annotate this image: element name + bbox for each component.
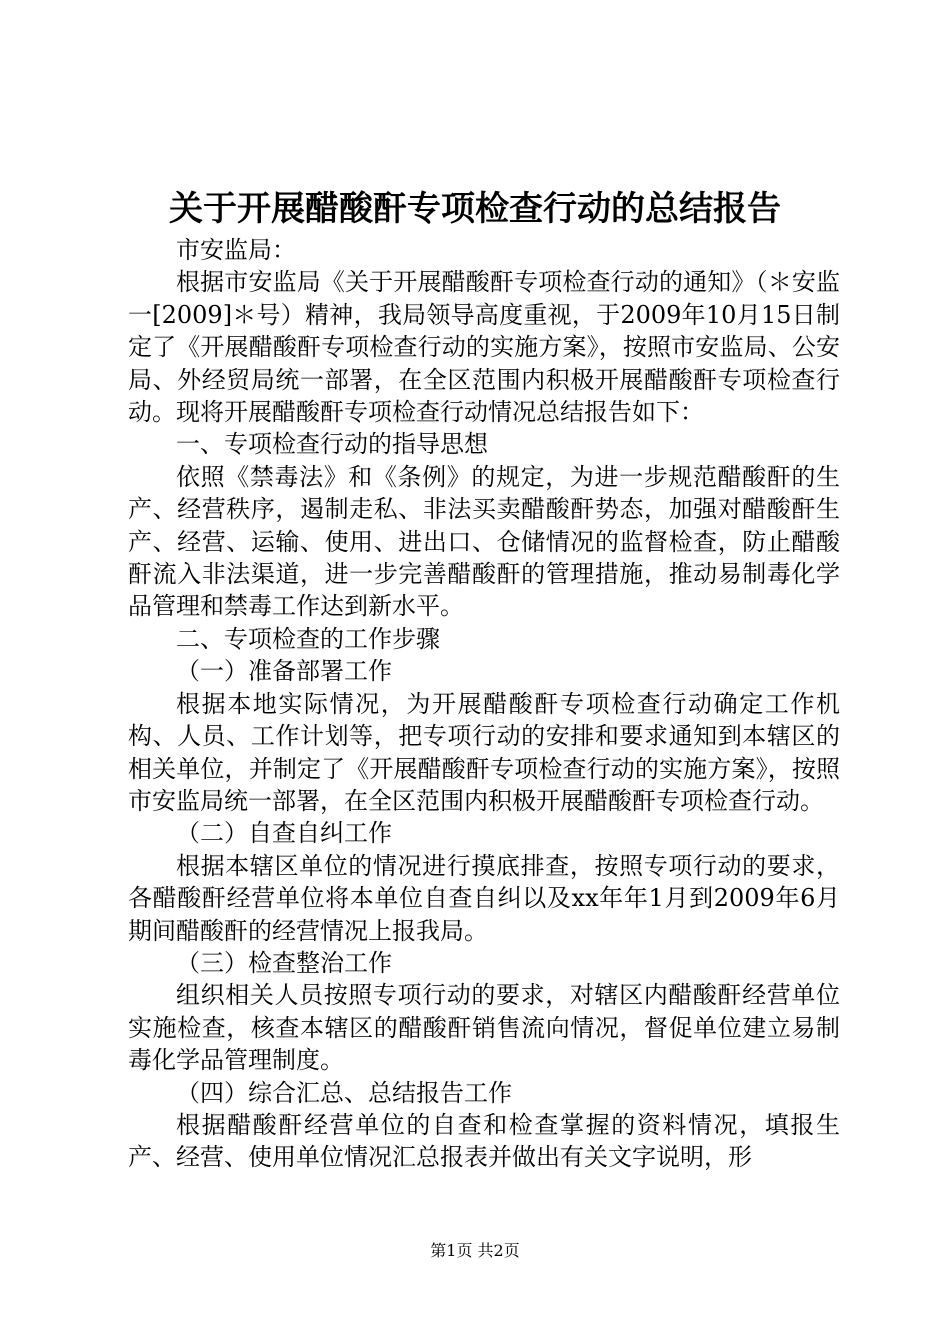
- document-title: 关于开展醋酸酐专项检查行动的总结报告: [169, 189, 781, 229]
- subsection-3-paragraph: 组织相关人员按照专项行动的要求，对辖区内醋酸酐经营单位实施检查，核查本辖区的醋酸酐销售流向情况，督促单位建立易制毒化学品管理制度。: [128, 981, 840, 1075]
- subsection-heading-4: （四）综合汇总、总结报告工作: [176, 1078, 512, 1107]
- subsection-heading-2: （二）自查自纠工作: [176, 819, 392, 848]
- salutation: 市安监局：: [176, 236, 296, 264]
- section-heading-1: 一、专项检查行动的指导思想: [176, 430, 488, 459]
- page-footer: 第1页 共2页: [430, 1241, 520, 1260]
- subsection-4-paragraph: 根据醋酸酐经营单位的自查和检查掌握的资料情况，填报生产、经营、使用单位情况汇总报表并做出有关文字说明，形: [128, 1110, 840, 1172]
- subsection-heading-3: （三）检查整治工作: [176, 948, 392, 977]
- section-heading-2: 二、专项检查的工作步骤: [176, 624, 440, 653]
- subsection-1-paragraph: 根据本地实际情况，为开展醋酸酐专项检查行动确定工作机构、人员、工作计划等，把专项行动的安排和要求通知到本辖区的相关单位，并制定了《开展醋酸酐专项检查行动的实施方案》，按照市安监局统一部署，在全区范围内积极开展醋酸酐专项检查行动。: [128, 689, 840, 815]
- document-body: [128, 234, 840, 1174]
- subsection-heading-1: （一）准备部署工作: [176, 657, 392, 686]
- section-1-paragraph: 依照《禁毒法》和《条例》的规定，为进一步规范醋酸酐的生产、经营秩序，遏制走私、非法买卖醋酸酐势态，加强对醋酸酐生产、经营、运输、使用、进出口、仓储情况的监督检查，防止醋酸酐流入非法渠道，进一步完善醋酸酐的管理措施，推动易制毒化学品管理和禁毒工作达到新水平。: [128, 462, 840, 621]
- subsection-2-paragraph: 根据本辖区单位的情况进行摸底排查，按照专项行动的要求，各醋酸酐经营单位将本单位自查自纠以及xx年年1月到2009年6月期间醋酸酐的经营情况上报我局。: [128, 851, 840, 945]
- intro-paragraph: 根据市安监局《关于开展醋酸酐专项检查行动的通知》（＊安监一[2009]＊号）精神，我局领导高度重视，于2009年10月15日制定了《开展醋酸酐专项检查行动的实施方案》，按照市安监局、公安局、外经贸局统一部署，在全区范围内积极开展醋酸酐专项检查行动。现将开展醋酸酐专项检查行动情况总结报告如下：: [128, 268, 840, 427]
